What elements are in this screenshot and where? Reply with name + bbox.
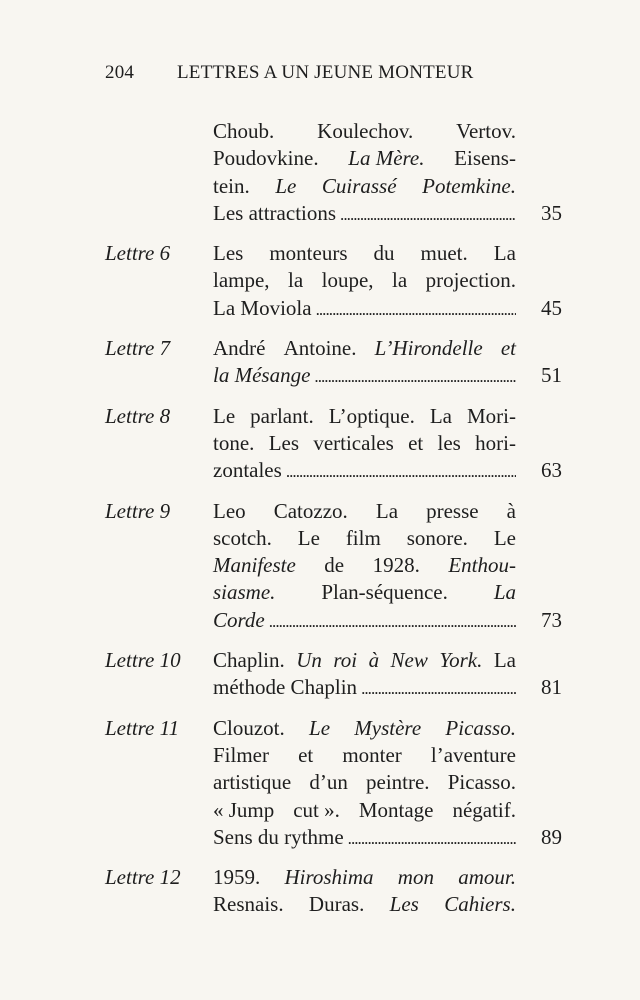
entry-text: d’un bbox=[309, 770, 348, 795]
entry-line bbox=[213, 607, 516, 634]
entry-text: et bbox=[408, 430, 424, 455]
entry-text: Plan-séquence. bbox=[321, 580, 448, 605]
entry-text: La bbox=[493, 580, 516, 605]
entry-line bbox=[213, 891, 516, 918]
entry-line bbox=[213, 715, 516, 742]
dot-leader bbox=[269, 608, 516, 635]
entry-text: Leo bbox=[213, 498, 246, 523]
entry-line bbox=[213, 362, 516, 389]
entry-text: Le bbox=[275, 173, 297, 198]
entry-text: artistique bbox=[213, 770, 292, 795]
entry-text: monter bbox=[342, 742, 402, 767]
entry-text: La bbox=[493, 648, 516, 673]
toc-entry bbox=[0, 335, 640, 390]
entry-text: de bbox=[324, 553, 345, 578]
entry-text: Les bbox=[213, 241, 244, 266]
entry-line bbox=[213, 824, 516, 851]
entry-text: siasme. bbox=[213, 580, 276, 605]
letter-label: Lettre 9 bbox=[105, 498, 171, 523]
entry-line bbox=[213, 525, 516, 552]
entry-text: Koulechov. bbox=[317, 119, 414, 143]
entry-text: méthode Chaplin bbox=[213, 675, 358, 700]
entry-text: Duras. bbox=[308, 892, 365, 917]
entry-text: André bbox=[213, 336, 266, 361]
entry-text: les bbox=[437, 430, 461, 455]
entry-line bbox=[213, 674, 516, 701]
entry-text: Vertov. bbox=[456, 119, 516, 143]
entry-text: la bbox=[391, 268, 408, 293]
entry-text: hori- bbox=[475, 430, 516, 455]
entry-text: Corde bbox=[213, 607, 265, 632]
entry-text: Resnais. bbox=[213, 892, 284, 917]
entry-text: cut ». bbox=[293, 797, 340, 822]
entry-description bbox=[213, 240, 516, 322]
entry-text: à bbox=[368, 648, 380, 673]
entry-line bbox=[213, 118, 516, 145]
entry-description bbox=[213, 715, 516, 851]
entry-page-number: 63 bbox=[541, 458, 562, 483]
entry-text: et bbox=[298, 742, 314, 767]
entry-text: muet. bbox=[420, 241, 468, 266]
entry-text: La Mère. bbox=[348, 146, 425, 171]
entry-line bbox=[213, 200, 516, 227]
entry-line bbox=[213, 267, 516, 294]
entry-text: presse bbox=[426, 498, 479, 523]
entry-text: Potemkine. bbox=[422, 173, 516, 198]
entry-description bbox=[213, 864, 516, 919]
entry-line bbox=[213, 240, 516, 267]
entry-line bbox=[213, 457, 516, 484]
entry-text: verticales bbox=[313, 430, 394, 455]
entry-description bbox=[213, 403, 516, 485]
entry-description bbox=[213, 335, 516, 390]
dot-leader bbox=[348, 825, 516, 852]
entry-text: L’optique. bbox=[328, 403, 415, 428]
entry-text: Le bbox=[297, 525, 320, 550]
entry-text: film bbox=[345, 525, 381, 550]
entry-line bbox=[213, 173, 516, 200]
entry-text: la Mésange bbox=[213, 363, 311, 388]
entry-text: Choub. bbox=[213, 119, 275, 143]
entry-text: Manifeste bbox=[213, 553, 296, 578]
entry-text: Le bbox=[309, 715, 331, 740]
entry-text: Chaplin. bbox=[213, 648, 285, 673]
entry-text: Les attractions bbox=[213, 200, 337, 225]
entry-line bbox=[213, 498, 516, 525]
entry-text: scotch. bbox=[213, 525, 272, 550]
entry-text: Cahiers. bbox=[444, 892, 516, 917]
dot-leader bbox=[314, 363, 516, 390]
dot-leader bbox=[286, 458, 516, 485]
entry-text: Les bbox=[389, 892, 419, 917]
entry-description bbox=[213, 498, 516, 634]
entry-text: loupe, bbox=[321, 268, 374, 293]
entry-page-number: 73 bbox=[541, 607, 562, 632]
entry-page-number: 89 bbox=[541, 824, 562, 849]
entry-text: Cuirassé bbox=[321, 173, 397, 198]
toc-entry bbox=[0, 647, 640, 702]
entry-line bbox=[213, 335, 516, 362]
entry-text: L’Hirondelle bbox=[374, 336, 483, 361]
letter-label: Lettre 12 bbox=[105, 865, 181, 890]
dot-leader bbox=[316, 296, 516, 323]
entry-text: mon bbox=[397, 865, 434, 890]
book-title: LETTRES A UN JEUNE MONTEUR bbox=[177, 62, 474, 83]
entry-text: 1959. bbox=[213, 865, 261, 890]
toc-entry bbox=[0, 864, 640, 919]
entry-text: Un bbox=[296, 648, 322, 673]
entry-text: La bbox=[375, 498, 399, 523]
entry-line bbox=[213, 403, 516, 430]
entry-text: monteurs bbox=[269, 241, 348, 266]
entry-page-number: 35 bbox=[541, 200, 562, 225]
entry-description bbox=[213, 118, 516, 227]
entry-text: la bbox=[288, 268, 304, 293]
entry-line bbox=[213, 647, 516, 674]
entry-text: Hiroshima bbox=[284, 865, 374, 890]
entry-text: Le bbox=[213, 403, 236, 428]
entry-line bbox=[213, 145, 516, 172]
entry-text: tone. bbox=[213, 430, 255, 455]
entry-text: York. bbox=[439, 648, 483, 673]
entry-text: Eisens- bbox=[454, 146, 516, 171]
entry-text: et bbox=[500, 336, 516, 361]
entry-text: l’aventure bbox=[430, 742, 516, 767]
entry-text: « Jump bbox=[213, 797, 275, 822]
entry-line bbox=[213, 769, 516, 796]
entry-text: sonore. bbox=[406, 525, 468, 550]
entry-page-number: 45 bbox=[541, 295, 562, 320]
toc-entry bbox=[0, 240, 640, 322]
entry-text: Picasso. bbox=[445, 715, 516, 740]
entry-text: La bbox=[429, 403, 452, 428]
entry-text: roi bbox=[333, 648, 358, 673]
entry-text: New bbox=[390, 648, 428, 673]
toc-entry bbox=[0, 403, 640, 485]
entry-text: 1928. bbox=[372, 553, 420, 578]
entry-line bbox=[213, 797, 516, 824]
entry-text: amour. bbox=[458, 865, 516, 890]
entry-text: Clouzot. bbox=[213, 715, 285, 740]
entry-text: négatif. bbox=[452, 797, 516, 822]
entry-page-number: 81 bbox=[541, 675, 562, 700]
entry-text: Mystère bbox=[354, 715, 422, 740]
entry-text: du bbox=[373, 241, 395, 266]
entry-text: Antoine. bbox=[283, 336, 357, 361]
entry-line bbox=[213, 579, 516, 606]
entry-text: Sens du rythme bbox=[213, 824, 344, 849]
entry-line bbox=[213, 552, 516, 579]
page-number: 204 bbox=[105, 62, 135, 83]
toc-entry bbox=[0, 118, 640, 227]
running-header bbox=[105, 62, 474, 84]
toc-entry bbox=[0, 498, 640, 634]
entry-text: parlant. bbox=[250, 403, 314, 428]
table-of-contents bbox=[0, 118, 640, 932]
entry-text: Enthou- bbox=[448, 553, 516, 578]
entry-text: Le bbox=[493, 525, 516, 550]
entry-text: Poudovkine. bbox=[213, 146, 319, 171]
toc-entry bbox=[0, 715, 640, 851]
entry-text: lampe, bbox=[213, 268, 270, 293]
entry-text: La Moviola bbox=[213, 295, 312, 320]
entry-text: zontales bbox=[213, 458, 282, 483]
entry-text: Catozzo. bbox=[273, 498, 348, 523]
entry-line bbox=[213, 295, 516, 322]
entry-text: Montage bbox=[358, 797, 434, 822]
entry-text: Filmer bbox=[213, 742, 269, 767]
entry-text: à bbox=[506, 498, 516, 523]
entry-description bbox=[213, 647, 516, 702]
entry-text: Mori- bbox=[466, 403, 516, 428]
letter-label: Lettre 11 bbox=[105, 715, 180, 740]
letter-label: Lettre 6 bbox=[105, 241, 171, 266]
entry-text: Picasso. bbox=[447, 770, 516, 795]
entry-page-number: 51 bbox=[541, 363, 562, 388]
letter-label: Lettre 8 bbox=[105, 403, 171, 428]
entry-line bbox=[213, 864, 516, 891]
entry-text: Les bbox=[268, 430, 300, 455]
letter-label: Lettre 7 bbox=[105, 336, 171, 361]
entry-text: La bbox=[493, 241, 516, 266]
entry-text: peintre. bbox=[366, 770, 430, 795]
entry-text: tein. bbox=[213, 173, 250, 198]
entry-line bbox=[213, 430, 516, 457]
dot-leader bbox=[340, 201, 516, 228]
letter-label: Lettre 10 bbox=[105, 648, 181, 673]
dot-leader bbox=[361, 675, 516, 702]
entry-text: projection. bbox=[425, 268, 516, 293]
entry-line bbox=[213, 742, 516, 769]
